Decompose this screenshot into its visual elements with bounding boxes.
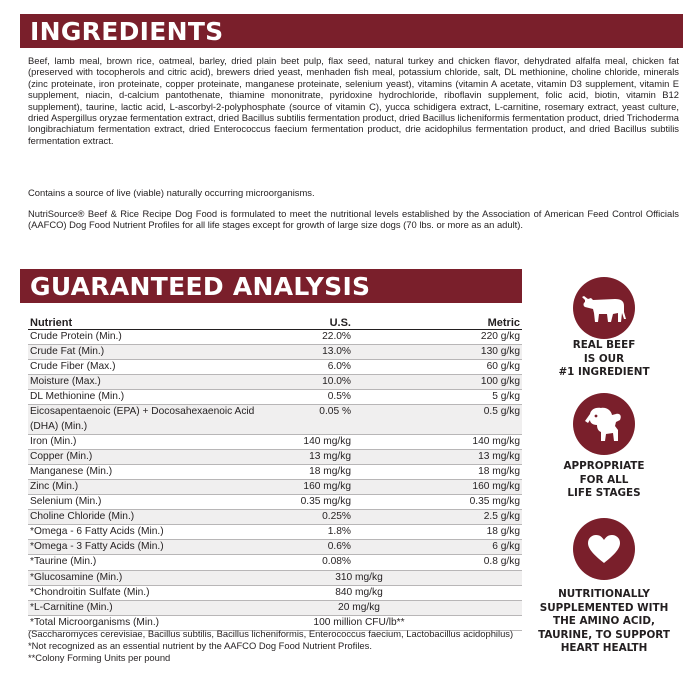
puppy-icon: [573, 393, 635, 455]
life-stages-claim: [524, 460, 684, 501]
nutrient-name: Copper (Min.): [30, 450, 93, 462]
combined-value: 310 mg/kg: [335, 571, 383, 583]
claim-line: REAL BEEF: [572, 339, 636, 351]
live-microorganisms-statement: Contains a source of live (viable) naturally occurring microorganisms.: [28, 187, 315, 198]
us-value: 22.0%: [322, 331, 351, 342]
us-value: 6.0%: [327, 361, 351, 373]
table-row: [28, 435, 522, 450]
table-header: [28, 316, 522, 330]
table-row: [28, 555, 522, 570]
metric-value: 220 g/kg: [480, 331, 520, 342]
metric-value: 6 g/kg: [492, 541, 520, 553]
metric-value: 60 g/kg: [486, 361, 520, 373]
table-row: [28, 450, 522, 465]
metric-value: 100 g/kg: [480, 376, 520, 388]
claim-line: THE AMINO ACID,: [553, 615, 655, 628]
nutrient-name: *Glucosamine (Min.): [30, 571, 123, 583]
us-value: 0.25%: [322, 511, 351, 523]
us-value: 140 mg/kg: [303, 435, 351, 447]
metric-value: 2.5 g/kg: [483, 511, 520, 523]
ingredients-heading: INGREDIENTS: [20, 14, 683, 48]
cow-icon: [573, 277, 635, 339]
claim-line: HEART HEALTH: [560, 642, 648, 655]
nutrient-name: *Chondroitin Sulfate (Min.): [30, 586, 150, 598]
us-value: 10.0%: [322, 376, 351, 388]
table-row: [28, 540, 522, 555]
nutrient-name: Crude Fat (Min.): [30, 346, 105, 358]
combined-value: 100 million CFU/lb**: [313, 616, 405, 628]
nutrient-name: *L-Carnitine (Min.): [30, 601, 113, 613]
table-row: [28, 601, 522, 616]
nutrient-name: Manganese (Min.): [30, 465, 113, 477]
combined-value: 20 mg/kg: [338, 601, 380, 613]
nutrient-name: *Omega - 3 Fatty Acids (Min.): [30, 541, 164, 553]
nutrient-name: DL Methionine (Min.): [30, 391, 125, 403]
metric-value: 0.35 mg/kg: [469, 496, 520, 508]
guaranteed-analysis-table: [28, 316, 522, 631]
metric-value: 140 mg/kg: [472, 435, 520, 447]
table-row: [28, 480, 522, 495]
analysis-footnotes: [28, 628, 522, 663]
metric-value: 0.8 g/kg: [483, 556, 520, 568]
nutrient-name: Iron (Min.): [30, 435, 77, 447]
claim-line: FOR ALL: [579, 473, 629, 486]
us-value: 1.8%: [327, 526, 351, 538]
claim-line: SUPPLEMENTED WITH: [539, 601, 669, 614]
metric-value: 5 g/kg: [492, 391, 520, 403]
aafco-footnote: *Not recognized as an essential nutrient by the AAFCO Dog Food Nutrient Profiles.: [28, 639, 372, 651]
combined-value: 840 mg/kg: [335, 586, 383, 598]
nutrient-name: *Taurine (Min.): [30, 556, 97, 568]
table-row: [28, 586, 522, 601]
table-row: [28, 375, 522, 390]
metric-value: 0.5 g/kg: [483, 406, 520, 418]
metric-value: 18 mg/kg: [478, 465, 520, 477]
table-row: [28, 465, 522, 480]
header-nutrient: Nutrient: [30, 317, 73, 329]
real-beef-claim: [524, 339, 684, 380]
claim-line: IS OUR: [583, 352, 625, 365]
us-value: 0.35 mg/kg: [300, 496, 351, 508]
us-value: 0.5%: [327, 391, 351, 403]
table-row: [28, 525, 522, 540]
claim-line: LIFE STAGES: [567, 487, 641, 500]
us-value: 0.08%: [322, 556, 351, 568]
claim-line: #1 INGREDIENT: [558, 366, 650, 379]
taurine-heart-claim: [524, 588, 684, 656]
nutrient-name: Crude Fiber (Max.): [30, 361, 116, 373]
cfu-footnote: **Colony Forming Units per pound: [28, 651, 171, 663]
metric-value: 160 mg/kg: [472, 480, 520, 492]
nutrient-name: *Omega - 6 Fatty Acids (Min.): [30, 526, 164, 538]
us-value: 13.0%: [322, 346, 351, 358]
metric-value: 130 g/kg: [480, 346, 520, 358]
nutrient-name: Moisture (Max.): [30, 376, 101, 388]
us-value: 0.6%: [327, 541, 351, 553]
header-us: U.S.: [329, 317, 351, 329]
metric-value: 13 mg/kg: [478, 450, 520, 462]
table-row: [28, 495, 522, 510]
header-metric: Metric: [487, 317, 520, 329]
claim-line: TAURINE, TO SUPPORT: [538, 628, 670, 641]
nutrient-name: *Total Microorganisms (Min.): [30, 616, 160, 628]
nutrient-name: Crude Protein (Min.): [30, 331, 122, 342]
us-value: 160 mg/kg: [303, 480, 351, 492]
claim-line: NUTRITIONALLY: [558, 588, 650, 600]
ingredients-list: Beef, lamb meal, brown rice, oatmeal, barley, dried plain beet pulp, flax seed, natural turkey and chicken flavor, dehydrated alfalfa meal, chicken fat (preserved with tocopherols and citric acid), brewers dried yeast, menhaden fish meal, potassium chloride, salt, DL methionine, choline chloride, minerals (zinc proteinate, iron proteinate, copper proteinate, manganese proteinate, selenium yeast), vitamins (vitamin A acetate, vitamin D3 supplement, vitamin E supplement, niacin, d-calcium pantothenate, thiamine mononitrate, pyridoxine hydrochloride, riboflavin supplement, folic acid, biotin, vitamin B12 supplement), taurine, lactic acid, L-ascorbyl-2-polyphosphate (source of vitamin C), yucca schidigera extract, L-carnitine, rosemary extract, yeast culture, dried Aspergillus oryzae fermentation extract, dried Bacillus subtilis fermentation product, dried Bacillus licheniformis fermentation product, dried Trichoderma longibrachiatum fermentation extract, dried Enterococcus faecium fermentation product, drie acidophilus fermentation product, and dried Bacillus subtilis fermentation extract.: [28, 55, 679, 146]
table-row: [28, 390, 522, 405]
guaranteed-analysis-heading: GUARANTEED ANALYSIS: [20, 269, 522, 303]
table-row: [28, 405, 522, 434]
claim-line: APPROPRIATE: [563, 460, 645, 472]
nutrient-name: Choline Chloride (Min.): [30, 511, 135, 523]
table-row: [28, 510, 522, 525]
table-row: [28, 360, 522, 375]
nutrient-name: Zinc (Min.): [30, 480, 79, 492]
us-value: 18 mg/kg: [309, 465, 351, 477]
nutrient-name: Eicosapentaenoic (EPA) + Docosahexaenoic Acid (DHA) (Min.): [30, 406, 255, 432]
us-value: 0.05 %: [319, 406, 351, 418]
aafco-statement: NutriSource® Beef & Rice Recipe Dog Food is formulated to meet the nutritional levels established by the Association of American Feed Control Officials (AAFCO) Dog Food Nutrient Profiles for all life stages except for growth of large size dogs (70 lbs. or more as an adult).: [28, 208, 679, 231]
nutrient-name: Selenium (Min.): [30, 496, 102, 508]
metric-value: 18 g/kg: [486, 526, 520, 538]
table-row: [28, 330, 522, 345]
microorganism-list-note: (Saccharomyces cerevisiae, Bacillus subtilis, Bacillus licheniformis, Enterococcus faecium, Lactobacillus acidophilus): [28, 628, 514, 639]
table-body: [28, 330, 522, 631]
heart-icon: [573, 518, 635, 580]
table-row: [28, 571, 522, 586]
us-value: 13 mg/kg: [309, 450, 351, 462]
table-row: [28, 345, 522, 360]
